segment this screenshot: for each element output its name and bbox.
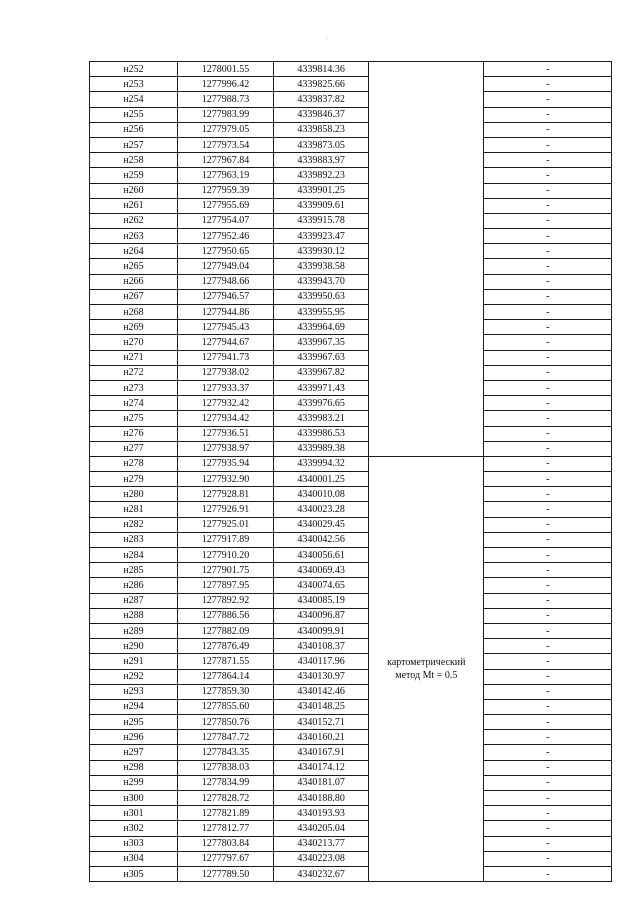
y-coordinate-cell: 4340010.08: [274, 487, 369, 502]
accuracy-cell: -: [484, 259, 612, 274]
table-row: [90, 426, 612, 441]
accuracy-cell: -: [484, 198, 612, 213]
y-coordinate-cell: 4339892.23: [274, 168, 369, 183]
x-coordinate-cell: 1277886.56: [178, 608, 274, 623]
accuracy-cell: -: [484, 851, 612, 866]
page-mark: .: [326, 33, 328, 41]
y-coordinate-cell: 4339964.69: [274, 320, 369, 335]
x-coordinate-cell: 1277934.42: [178, 411, 274, 426]
point-name-cell: н303: [90, 836, 178, 851]
table-row: [90, 77, 612, 92]
x-coordinate-cell: 1277959.39: [178, 183, 274, 198]
y-coordinate-cell: 4339983.21: [274, 411, 369, 426]
point-name-cell: н285: [90, 563, 178, 578]
y-coordinate-cell: 4339967.63: [274, 350, 369, 365]
table-row: [90, 517, 612, 532]
accuracy-cell: -: [484, 244, 612, 259]
accuracy-cell: -: [484, 396, 612, 411]
table-row: [90, 745, 612, 760]
x-coordinate-cell: 1277941.73: [178, 350, 274, 365]
x-coordinate-cell: 1277932.42: [178, 396, 274, 411]
accuracy-cell: -: [484, 411, 612, 426]
point-name-cell: н291: [90, 654, 178, 669]
accuracy-cell: -: [484, 62, 612, 77]
table-row: [90, 244, 612, 259]
accuracy-cell: -: [484, 137, 612, 152]
accuracy-cell: -: [484, 472, 612, 487]
y-coordinate-cell: 4340074.65: [274, 578, 369, 593]
y-coordinate-cell: 4340108.37: [274, 639, 369, 654]
x-coordinate-cell: 1277871.55: [178, 654, 274, 669]
y-coordinate-cell: 4340205.04: [274, 821, 369, 836]
y-coordinate-cell: 4340029.45: [274, 517, 369, 532]
point-name-cell: н280: [90, 487, 178, 502]
accuracy-cell: -: [484, 77, 612, 92]
coordinates-table-body: [90, 62, 612, 882]
accuracy-cell: -: [484, 122, 612, 137]
table-row: [90, 198, 612, 213]
x-coordinate-cell: 1277983.99: [178, 107, 274, 122]
x-coordinate-cell: 1277834.99: [178, 775, 274, 790]
accuracy-cell: -: [484, 563, 612, 578]
point-name-cell: н300: [90, 791, 178, 806]
accuracy-cell: -: [484, 548, 612, 563]
point-name-cell: н290: [90, 639, 178, 654]
table-row: [90, 441, 612, 456]
table-row: [90, 153, 612, 168]
table-row: [90, 532, 612, 547]
point-name-cell: н252: [90, 62, 178, 77]
table-row: [90, 851, 612, 866]
y-coordinate-cell: 4339986.53: [274, 426, 369, 441]
table-row: [90, 684, 612, 699]
table-row: [90, 730, 612, 745]
y-coordinate-cell: 4339901.25: [274, 183, 369, 198]
point-name-cell: н283: [90, 532, 178, 547]
point-name-cell: н270: [90, 335, 178, 350]
y-coordinate-cell: 4340213.77: [274, 836, 369, 851]
accuracy-cell: -: [484, 183, 612, 198]
x-coordinate-cell: 1277812.77: [178, 821, 274, 836]
table-row: [90, 608, 612, 623]
y-coordinate-cell: 4339955.95: [274, 305, 369, 320]
x-coordinate-cell: 1277910.20: [178, 548, 274, 563]
point-name-cell: н262: [90, 213, 178, 228]
x-coordinate-cell: 1277892.92: [178, 593, 274, 608]
y-coordinate-cell: 4339837.82: [274, 92, 369, 107]
table-row: [90, 669, 612, 684]
table-row: [90, 715, 612, 730]
point-name-cell: н279: [90, 472, 178, 487]
x-coordinate-cell: 1277864.14: [178, 669, 274, 684]
accuracy-cell: -: [484, 107, 612, 122]
table-row: [90, 62, 612, 77]
table-row: [90, 122, 612, 137]
x-coordinate-cell: 1277821.89: [178, 806, 274, 821]
x-coordinate-cell: 1277963.19: [178, 168, 274, 183]
table-row: [90, 320, 612, 335]
table-row: [90, 791, 612, 806]
x-coordinate-cell: 1277979.05: [178, 122, 274, 137]
table-row: [90, 411, 612, 426]
x-coordinate-cell: 1277803.84: [178, 836, 274, 851]
x-coordinate-cell: 1277828.72: [178, 791, 274, 806]
point-name-cell: н278: [90, 456, 178, 471]
point-name-cell: н299: [90, 775, 178, 790]
accuracy-cell: -: [484, 593, 612, 608]
y-coordinate-cell: 4340148.25: [274, 699, 369, 714]
x-coordinate-cell: 1277955.69: [178, 198, 274, 213]
accuracy-cell: -: [484, 745, 612, 760]
x-coordinate-cell: 1277944.67: [178, 335, 274, 350]
table-row: [90, 775, 612, 790]
point-name-cell: н256: [90, 122, 178, 137]
accuracy-cell: -: [484, 836, 612, 851]
table-row: [90, 137, 612, 152]
y-coordinate-cell: 4339976.65: [274, 396, 369, 411]
accuracy-cell: -: [484, 320, 612, 335]
x-coordinate-cell: 1277946.57: [178, 289, 274, 304]
point-name-cell: н294: [90, 699, 178, 714]
point-name-cell: н296: [90, 730, 178, 745]
x-coordinate-cell: 1277876.49: [178, 639, 274, 654]
point-name-cell: н282: [90, 517, 178, 532]
accuracy-cell: -: [484, 517, 612, 532]
accuracy-cell: -: [484, 426, 612, 441]
point-name-cell: н253: [90, 77, 178, 92]
y-coordinate-cell: 4340099.91: [274, 623, 369, 638]
point-name-cell: н281: [90, 502, 178, 517]
y-coordinate-cell: 4339943.70: [274, 274, 369, 289]
y-coordinate-cell: 4340160.21: [274, 730, 369, 745]
point-name-cell: н289: [90, 623, 178, 638]
x-coordinate-cell: 1277850.76: [178, 715, 274, 730]
x-coordinate-cell: 1277936.51: [178, 426, 274, 441]
y-coordinate-cell: 4340096.87: [274, 608, 369, 623]
accuracy-cell: -: [484, 335, 612, 350]
accuracy-cell: -: [484, 806, 612, 821]
accuracy-cell: -: [484, 730, 612, 745]
x-coordinate-cell: 1278001.55: [178, 62, 274, 77]
y-coordinate-cell: 4339909.61: [274, 198, 369, 213]
x-coordinate-cell: 1277901.75: [178, 563, 274, 578]
x-coordinate-cell: 1277843.35: [178, 745, 274, 760]
point-name-cell: н255: [90, 107, 178, 122]
method-cell: [369, 456, 484, 881]
table-row: [90, 380, 612, 395]
x-coordinate-cell: 1277954.07: [178, 213, 274, 228]
point-name-cell: н302: [90, 821, 178, 836]
table-row: [90, 472, 612, 487]
x-coordinate-cell: 1277928.81: [178, 487, 274, 502]
x-coordinate-cell: 1277882.09: [178, 623, 274, 638]
point-name-cell: н267: [90, 289, 178, 304]
point-name-cell: н261: [90, 198, 178, 213]
accuracy-cell: -: [484, 168, 612, 183]
table-row: [90, 502, 612, 517]
point-name-cell: н273: [90, 380, 178, 395]
y-coordinate-cell: 4339846.37: [274, 107, 369, 122]
table-row: [90, 289, 612, 304]
x-coordinate-cell: 1277948.66: [178, 274, 274, 289]
accuracy-cell: -: [484, 760, 612, 775]
table-row: [90, 699, 612, 714]
table-row: [90, 107, 612, 122]
y-coordinate-cell: 4340142.46: [274, 684, 369, 699]
table-row: [90, 396, 612, 411]
point-name-cell: н288: [90, 608, 178, 623]
table-row: [90, 866, 612, 881]
method-line-2: метод Mt = 0.5: [395, 670, 458, 681]
accuracy-cell: -: [484, 380, 612, 395]
y-coordinate-cell: 4339923.47: [274, 229, 369, 244]
accuracy-cell: -: [484, 866, 612, 881]
table-row: [90, 305, 612, 320]
x-coordinate-cell: 1277847.72: [178, 730, 274, 745]
accuracy-cell: -: [484, 532, 612, 547]
y-coordinate-cell: 4340085.19: [274, 593, 369, 608]
x-coordinate-cell: 1277950.65: [178, 244, 274, 259]
y-coordinate-cell: 4339967.35: [274, 335, 369, 350]
accuracy-cell: -: [484, 639, 612, 654]
x-coordinate-cell: 1277917.89: [178, 532, 274, 547]
accuracy-cell: -: [484, 153, 612, 168]
table-row: [90, 274, 612, 289]
x-coordinate-cell: 1277952.46: [178, 229, 274, 244]
y-coordinate-cell: 4339883.97: [274, 153, 369, 168]
table-row: [90, 213, 612, 228]
point-name-cell: н277: [90, 441, 178, 456]
point-name-cell: н286: [90, 578, 178, 593]
point-name-cell: н297: [90, 745, 178, 760]
accuracy-cell: -: [484, 365, 612, 380]
x-coordinate-cell: 1277926.91: [178, 502, 274, 517]
accuracy-cell: -: [484, 456, 612, 471]
accuracy-cell: -: [484, 623, 612, 638]
table-row: [90, 168, 612, 183]
accuracy-cell: -: [484, 502, 612, 517]
y-coordinate-cell: 4339858.23: [274, 122, 369, 137]
x-coordinate-cell: 1277855.60: [178, 699, 274, 714]
accuracy-cell: -: [484, 821, 612, 836]
point-name-cell: н271: [90, 350, 178, 365]
y-coordinate-cell: 4340001.25: [274, 472, 369, 487]
y-coordinate-cell: 4340188.80: [274, 791, 369, 806]
accuracy-cell: -: [484, 289, 612, 304]
accuracy-cell: -: [484, 229, 612, 244]
table-row: [90, 365, 612, 380]
table-row: [90, 639, 612, 654]
x-coordinate-cell: 1277938.02: [178, 365, 274, 380]
point-name-cell: н276: [90, 426, 178, 441]
x-coordinate-cell: 1277797.67: [178, 851, 274, 866]
y-coordinate-cell: 4340023.28: [274, 502, 369, 517]
y-coordinate-cell: 4340174.12: [274, 760, 369, 775]
table-row: [90, 836, 612, 851]
y-coordinate-cell: 4340056.61: [274, 548, 369, 563]
table-row: [90, 563, 612, 578]
coordinates-table: [89, 61, 612, 882]
point-name-cell: н258: [90, 153, 178, 168]
x-coordinate-cell: 1277859.30: [178, 684, 274, 699]
table-row: [90, 350, 612, 365]
table-row: [90, 335, 612, 350]
point-name-cell: н260: [90, 183, 178, 198]
y-coordinate-cell: 4339989.38: [274, 441, 369, 456]
x-coordinate-cell: 1277938.97: [178, 441, 274, 456]
table-row: [90, 487, 612, 502]
table-row: [90, 623, 612, 638]
x-coordinate-cell: 1277973.54: [178, 137, 274, 152]
x-coordinate-cell: 1277789.50: [178, 866, 274, 881]
y-coordinate-cell: 4340223.08: [274, 851, 369, 866]
point-name-cell: н275: [90, 411, 178, 426]
point-name-cell: н293: [90, 684, 178, 699]
point-name-cell: н274: [90, 396, 178, 411]
y-coordinate-cell: 4340069.43: [274, 563, 369, 578]
table-row: [90, 593, 612, 608]
x-coordinate-cell: 1277945.43: [178, 320, 274, 335]
point-name-cell: н304: [90, 851, 178, 866]
method-line-1: картометрический: [387, 657, 466, 668]
point-name-cell: н268: [90, 305, 178, 320]
accuracy-cell: -: [484, 92, 612, 107]
method-cell: [369, 62, 484, 457]
table-row: [90, 654, 612, 669]
y-coordinate-cell: 4339873.05: [274, 137, 369, 152]
x-coordinate-cell: 1277996.42: [178, 77, 274, 92]
point-name-cell: н254: [90, 92, 178, 107]
y-coordinate-cell: 4340130.97: [274, 669, 369, 684]
y-coordinate-cell: 4339971.43: [274, 380, 369, 395]
accuracy-cell: -: [484, 699, 612, 714]
table-row: [90, 760, 612, 775]
x-coordinate-cell: 1277967.84: [178, 153, 274, 168]
accuracy-cell: -: [484, 274, 612, 289]
y-coordinate-cell: 4340042.56: [274, 532, 369, 547]
accuracy-cell: -: [484, 441, 612, 456]
y-coordinate-cell: 4339814.36: [274, 62, 369, 77]
x-coordinate-cell: 1277935.94: [178, 456, 274, 471]
point-name-cell: н295: [90, 715, 178, 730]
accuracy-cell: -: [484, 654, 612, 669]
y-coordinate-cell: 4340193.93: [274, 806, 369, 821]
accuracy-cell: -: [484, 578, 612, 593]
table-row: [90, 259, 612, 274]
accuracy-cell: -: [484, 669, 612, 684]
point-name-cell: н298: [90, 760, 178, 775]
point-name-cell: н269: [90, 320, 178, 335]
accuracy-cell: -: [484, 608, 612, 623]
y-coordinate-cell: 4339938.58: [274, 259, 369, 274]
table-row: [90, 92, 612, 107]
point-name-cell: н264: [90, 244, 178, 259]
y-coordinate-cell: 4340152.71: [274, 715, 369, 730]
point-name-cell: н287: [90, 593, 178, 608]
table-row: [90, 821, 612, 836]
point-name-cell: н265: [90, 259, 178, 274]
y-coordinate-cell: 4339994.32: [274, 456, 369, 471]
x-coordinate-cell: 1277949.04: [178, 259, 274, 274]
point-name-cell: н284: [90, 548, 178, 563]
y-coordinate-cell: 4339967.82: [274, 365, 369, 380]
x-coordinate-cell: 1277988.73: [178, 92, 274, 107]
table-row: [90, 229, 612, 244]
y-coordinate-cell: 4340232.67: [274, 866, 369, 881]
accuracy-cell: -: [484, 684, 612, 699]
point-name-cell: н257: [90, 137, 178, 152]
y-coordinate-cell: 4340181.07: [274, 775, 369, 790]
accuracy-cell: -: [484, 715, 612, 730]
accuracy-cell: -: [484, 791, 612, 806]
y-coordinate-cell: 4340167.91: [274, 745, 369, 760]
x-coordinate-cell: 1277944.86: [178, 305, 274, 320]
x-coordinate-cell: 1277925.01: [178, 517, 274, 532]
accuracy-cell: -: [484, 213, 612, 228]
y-coordinate-cell: 4339930.12: [274, 244, 369, 259]
point-name-cell: н292: [90, 669, 178, 684]
accuracy-cell: -: [484, 305, 612, 320]
y-coordinate-cell: 4339950.63: [274, 289, 369, 304]
y-coordinate-cell: 4340117.96: [274, 654, 369, 669]
point-name-cell: н266: [90, 274, 178, 289]
y-coordinate-cell: 4339915.78: [274, 213, 369, 228]
x-coordinate-cell: 1277933.37: [178, 380, 274, 395]
table-row: [90, 183, 612, 198]
accuracy-cell: -: [484, 775, 612, 790]
x-coordinate-cell: 1277897.95: [178, 578, 274, 593]
accuracy-cell: -: [484, 487, 612, 502]
point-name-cell: н259: [90, 168, 178, 183]
accuracy-cell: -: [484, 350, 612, 365]
point-name-cell: н305: [90, 866, 178, 881]
point-name-cell: н263: [90, 229, 178, 244]
x-coordinate-cell: 1277838.03: [178, 760, 274, 775]
point-name-cell: н272: [90, 365, 178, 380]
table-row: [90, 578, 612, 593]
table-row: [90, 456, 612, 471]
table-row: [90, 806, 612, 821]
x-coordinate-cell: 1277932.90: [178, 472, 274, 487]
y-coordinate-cell: 4339825.66: [274, 77, 369, 92]
table-row: [90, 548, 612, 563]
point-name-cell: н301: [90, 806, 178, 821]
